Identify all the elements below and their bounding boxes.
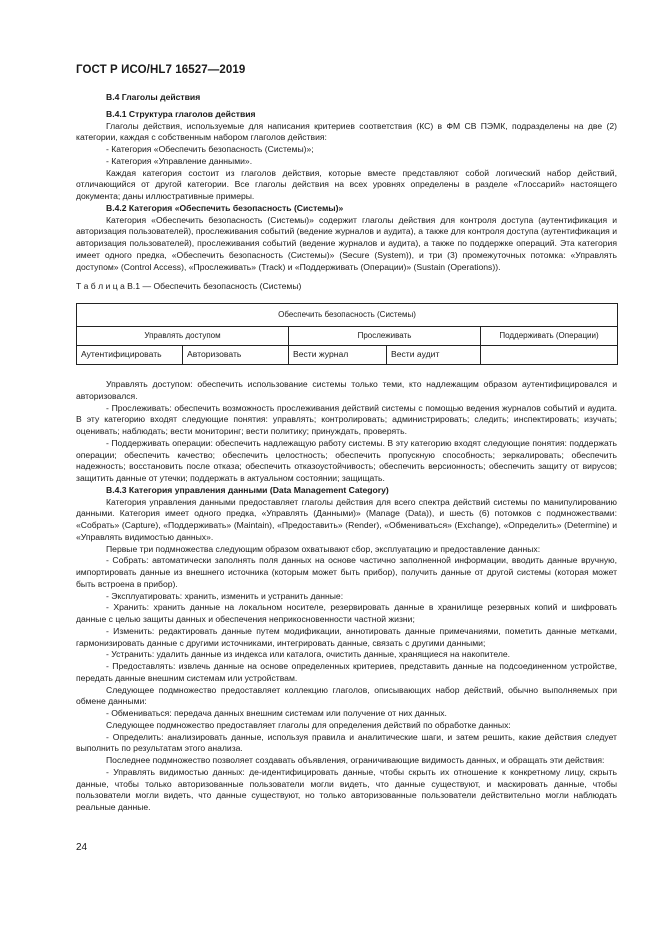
table-group-cell: Поддерживать (Операции)	[481, 327, 618, 346]
paragraph: Глаголы действия, используемые для написания критериев соответствия (КС) в ФМ СВ ПЭМК, подразделены на две (2) категории, каждая с собственным набором глаголов действия:	[76, 120, 617, 143]
section-heading-b41: В.4.1 Структура глаголов действия	[106, 108, 256, 119]
paragraph: Управлять доступом: обеспечить использование системы только теми, кто надлежащим образом аутентифицировался и авторизовался.	[76, 379, 617, 401]
section-heading-b43: В.4.3 Категория управления данными (Data Management Category)	[106, 484, 389, 495]
paragraph: - Прослеживать: обеспечить возможность прослеживания действий системы с помощью ведения журналов событий и аудита. В эту категорию входят следующие понятия: управлять; контролировать; администрировать; следить; инспектировать; изучать; оценивать; наблюдать; вести мониторинг; вести политику; принуждать, проверять.	[76, 402, 617, 436]
paragraph: - Обмениваться: передача данных внешним системам или получение от них данных.	[106, 708, 447, 718]
paragraph: - Изменить: редактировать данные путем модификации, аннотировать данные примечаниями, пометить данные метками, гармонизировать данные с другими источниками, интегрировать данные, связать с другими данными;	[76, 625, 617, 648]
table-leaf-cell: Авторизовать	[183, 346, 289, 365]
paragraph: - Поддерживать операции: обеспечить надлежащую работу системы. В эту категорию входят следующие понятия: поддержать операции; обеспечить качество; обеспечить целостность; обеспечить пропускную способность; зеркалировать; обеспечить надежность; восстановить после отказа; обеспечить отказоустойчивость; обеспечить версионность; обеспечить защиту от вирусов; защитить данные от утечки; поддержать в актуальном состоянии; защищать.	[76, 437, 617, 483]
category-table	[76, 303, 618, 365]
paragraph: - Хранить: хранить данные на локальном носителе, резервировать данные в хранилище резервных копий и шифровать данные с целью защиты данных и обеспечения неприкосновенности частной жизни;	[76, 602, 617, 624]
paragraph: - Устранить: удалить данные из индекса или каталога, очистить данные, хранящиеся на накопителе.	[106, 649, 511, 660]
paragraph: Следующее подмножество предоставляет глаголы для определения действий по обработке данных:	[106, 719, 511, 730]
paragraph: - Предоставлять: извлечь данные на основе определенных критериев, представить данные на подсоединенном устройстве, передать данные внешним системам или устройствам.	[76, 661, 617, 683]
paragraph: Категория «Обеспечить безопасность (Системы)» содержит глаголы действия для контроля доступа (аутентификация и авторизация пользователей), прослеживания событий (ведение журналов и аудита), а также для контроля доступа (аутентификация и авторизация пользователей), прослеживания событий (ведение журналов и аудита), а также по поддержке операций. Эта категория имеет одного предка, «Обеспечить безопасность (Системы)» (Secure (System)), и три (3) промежуточных потомка: «Управлять доступом» (Control Access), «Прослеживать» (Track) и «Поддерживать (Операции)» (Sustain (Operations)).	[76, 214, 617, 272]
table-leaf-cell: Вести аудит	[387, 346, 481, 365]
document-body	[76, 92, 617, 814]
paragraph: - Управлять видимостью данных: де-идентифицировать данные, чтобы скрыть их отношение к конкретному лицу, скрыть данные, чтобы только авторизованные пользователи могли видеть, что данные существуют, и маскировать данные, чтобы пользователи могли видеть, что данные существуют, но только авторизованные пользователи действительно могли наблюдать реальные данные.	[76, 766, 617, 812]
paragraph: Последнее подмножество позволяет создавать объявления, ограничивающие видимость данных, и обращать эти действия:	[106, 755, 605, 765]
table-group-cell: Прослеживать	[289, 327, 481, 346]
paragraph: - Эксплуатировать: хранить, изменить и устранить данные:	[106, 590, 344, 601]
table-leaf-cell: Вести журнал	[289, 346, 387, 365]
list-item: - Категория «Управление данными».	[106, 155, 253, 166]
paragraph: - Определить: анализировать данные, используя правила и аналитические шаги, и затем решить, какие действия следует выполнить по результатам этого анализа.	[76, 731, 617, 754]
table-empty-cell	[481, 346, 618, 365]
table-caption: Т а б л и ц а В.1 — Обеспечить безопасность (Системы)	[76, 281, 302, 292]
table-leaf-cell: Аутентифицировать	[77, 346, 183, 365]
list-item: - Категория «Обеспечить безопасность (Системы)»;	[106, 144, 314, 154]
page-number: 24	[76, 842, 88, 853]
section-heading-b42: В.4.2 Категория «Обеспечить безопасность (Системы)»	[106, 202, 344, 213]
table-group-cell: Управлять доступом	[77, 327, 289, 346]
section-heading-b4: В.4 Глаголы действия	[106, 92, 201, 102]
paragraph: - Собрать: автоматически заполнять поля данных на основе частично заполненной информации, вводить данные вручную, импортировать данные из внешнего источника (которым может быть прибор), получить данные от другой системы (которая может быть встроена в прибор).	[76, 555, 617, 589]
paragraph: Категория управления данными предоставляет глаголы действия для всего спектра действий системы по манипулированию данными. Категория имеет одного предка, «Управлять (Данными)» (Manage (Data)), и шесть (6) потомков с подмножествами: «Собрать» (Capture), «Поддерживать» (Maintain), «Предоставить» (Render), «Обмениваться» (Exchange), «Определить» (Determine) и «Управлять видимостью данных».	[76, 496, 617, 542]
table-root-cell: Обеспечить безопасность (Системы)	[77, 304, 618, 327]
document-header: ГОСТ Р ИСО/HL7 16527—2019	[76, 64, 246, 76]
paragraph: Следующее подмножество предоставляет коллекцию глаголов, описывающих набор действий, обычно выполняемых при обмене данными:	[76, 684, 617, 707]
paragraph: Каждая категория состоит из глаголов действия, которые вместе представляют собой логический набор действий, отличающийся от другой категории. Все глаголы действия на всех уровнях определены в разделе «Глоссарий» настоящего документа; даны иллюстративные примеры.	[76, 167, 617, 201]
paragraph: Первые три подмножества следующим образом охватывают сбор, эксплуатацию и предоставление данных:	[106, 543, 541, 554]
